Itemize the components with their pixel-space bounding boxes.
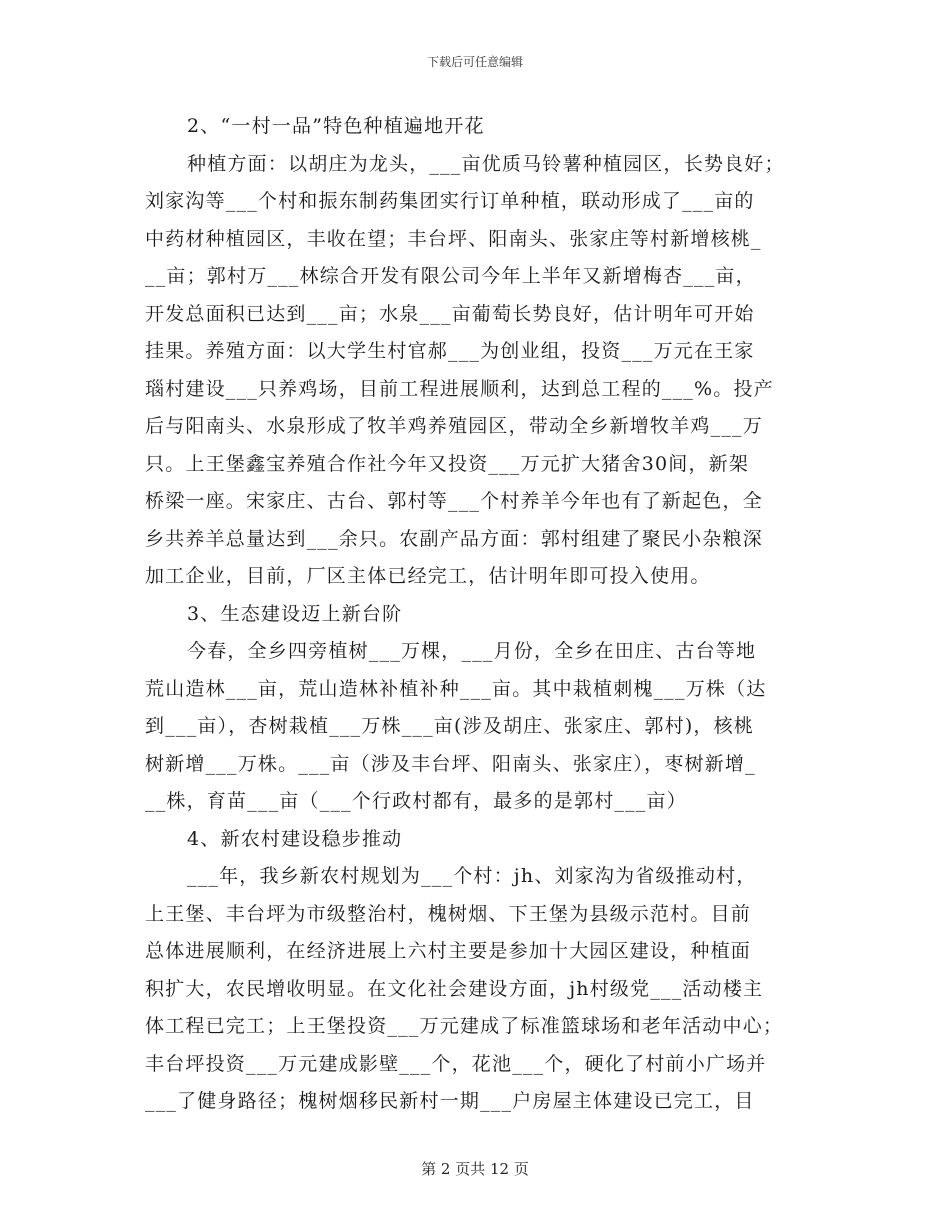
text-line: 桥梁一座。宋家庄、古台、郭村等___个村养羊今年也有了新起色，全 [145, 490, 763, 512]
text-line: 到___亩），杏树栽植___万株___亩(涉及胡庄、张家庄、郭村)，核桃 [145, 715, 755, 737]
document-body [145, 108, 800, 1121]
text-line: 刘家沟等___个村和振东制药集团实行订单种植，联动形成了___亩的 [145, 190, 755, 212]
page-footer: 第 2 页共 12 页 [421, 1160, 529, 1178]
text-line: 后与阳南头、水泉形成了牧羊鸡养殖园区，带动全乡新增牧羊鸡___万 [145, 415, 763, 437]
text-line: __株，育苗___亩（___个行政村都有，最多的是郭村___亩） [145, 790, 687, 812]
text-line: 积扩大，农民增收明显。在文化社会建设方面，jh村级党___活动楼主 [145, 977, 764, 1000]
page-header: 下载后可任意编辑 [426, 55, 523, 69]
text-line: 只。上王堡鑫宝养殖合作社今年又投资___万元扩大猪舍30间，新架 [145, 452, 750, 475]
text-line: 4、新农村建设稳步推动 [187, 827, 403, 850]
text-line: 总体进展顺利，在经济进展上六村主要是参加十大园区建设，种植面 [145, 940, 752, 962]
text-line: 今春，全乡四旁植树___万棵，___月份，全乡在田庄、古台等地 [187, 640, 757, 662]
text-line: 加工企业，目前，厂区主体已经完工，估计明年即可投入使用。 [145, 565, 711, 587]
text-line: 3、生态建设迈上新台阶 [187, 602, 403, 625]
text-line: 中药材种植园区，丰收在望；丰台坪、阳南头、张家庄等村新增核桃_ [145, 227, 762, 250]
text-line: 2、“一村一品”特色种植遍地开花 [187, 115, 485, 137]
text-line: 乡共养羊总量达到___余只。农副产品方面：郭村组建了聚民小杂粮深 [145, 527, 763, 550]
text-line: 树新增___万株。___亩（涉及丰台坪、阳南头、张家庄），枣树新增_ [145, 752, 756, 775]
text-line: 体工程已完工；上王堡投资___万元建成了标准篮球场和老年活动中心； [145, 1015, 784, 1037]
text-line: __亩；郭村万___林综合开发有限公司今年上半年又新增梅杏___亩， [145, 265, 756, 287]
text-line: ___了健身路径；槐树烟移民新村一期___户房屋主体建设已完工，目 [145, 1090, 755, 1112]
text-line: 上王堡、丰台坪为市级整治村，槐树烟、下王堡为县级示范村。目前 [145, 902, 752, 925]
text-line: 开发总面积已达到___亩；水泉___亩葡萄长势良好，估计明年可开始 [145, 302, 755, 325]
text-line: 荒山造林___亩，荒山造林补植补种___亩。其中栽植刺槐___万株（达 [145, 677, 767, 700]
text-line: 丰台坪投资___万元建成影壁___个，花池___个，硬化了村前小广场并 [145, 1052, 767, 1075]
text-line: 种植方面：以胡庄为龙头，___亩优质马铃薯种植园区，长势良好； [187, 152, 785, 175]
text-line: 瑙村建设___只养鸡场，目前工程进展顺利，达到总工程的___%。投产 [145, 377, 774, 400]
text-line: ___年，我乡新农村规划为___个村：jh、刘家沟为省级推动村， [187, 865, 757, 887]
text-line: 挂果。养殖方面：以大学生村官郝___为创业组，投资___万元在王家 [145, 340, 755, 362]
